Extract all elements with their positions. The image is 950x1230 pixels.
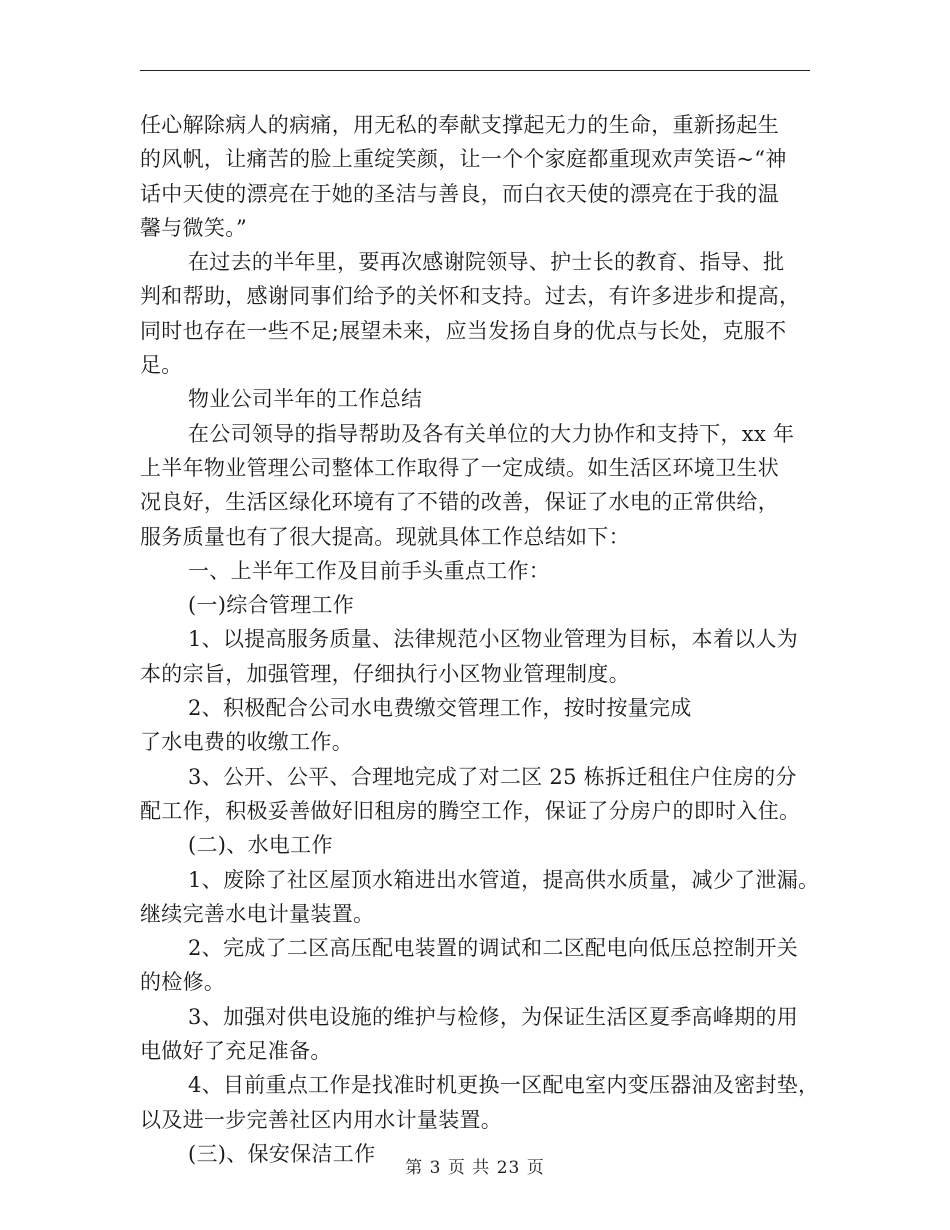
text-line: (三)、保安保洁工作 [188, 1141, 376, 1166]
text-line: 4、目前重点工作是找准时机更换一区配电室内变压器油及密封垫， [188, 1073, 820, 1098]
header-rule [140, 70, 810, 71]
text-line: 判和帮助，感谢同事们给予的关怀和支持。过去，有许多进步和提高， [140, 284, 801, 309]
text-line: 一、上半年工作及目前手头重点工作： [188, 558, 551, 583]
text-line: 1、以提高服务质量、法律规范小区物业管理为目标，本着以人为 [188, 627, 799, 652]
document-body [140, 108, 830, 1171]
text-line: 话中天使的漂亮在于她的圣洁与善良，而白衣天使的漂亮在于我的温 [140, 181, 779, 206]
text-line: 3、加强对供电设施的维护与检修，为保证生活区夏季高峰期的用 [188, 1004, 799, 1029]
text-line: 本的宗旨，加强管理，仔细执行小区物业管理制度。 [140, 661, 630, 686]
text-line: (二)、水电工作 [188, 833, 333, 858]
text-line: 3、公开、公平、合理地完成了对二区 25 栋拆迁租住户住房的分 [188, 764, 797, 789]
text-line: 2、完成了二区高压配电装置的调试和二区配电向低压总控制开关 [188, 936, 799, 961]
text-line: 同时也存在一些不足;展望未来，应当发扬自身的优点与长处，克服不 [140, 318, 787, 343]
text-line: 的风帆，让痛苦的脸上重绽笑颜，让一个个家庭都重现欢声笑语~“神 [140, 147, 787, 172]
text-line: 足。 [140, 353, 183, 378]
text-line: 馨与微笑。” [140, 215, 248, 240]
text-line: 了水电费的收缴工作。 [140, 730, 353, 755]
page-number-footer: 第 3 页 共 23 页 [405, 1158, 545, 1178]
text-line: 继续完善水电计量装置。 [140, 901, 375, 926]
text-line: 1、废除了社区屋顶水箱进出水管道，提高供水质量，减少了泄漏。 [188, 867, 820, 892]
text-line: 配工作，积极妥善做好旧租房的腾空工作，保证了分房户的即时入住。 [140, 798, 801, 823]
text-line: (一)综合管理工作 [188, 593, 355, 618]
text-line: 电做好了充足准备。 [140, 1039, 332, 1064]
text-line: 服务质量也有了很大提高。现就具体工作总结如下： [140, 524, 630, 549]
text-line: 2、积极配合公司水电费缴交管理工作，按时按量完成 [188, 696, 692, 721]
text-line: 的检修。 [140, 970, 226, 995]
text-line: 在过去的半年里，要再次感谢院领导、护士长的教育、指导、批 [188, 250, 785, 275]
text-line: 上半年物业管理公司整体工作取得了一定成绩。如生活区环境卫生状 [140, 455, 779, 480]
text-line: 物业公司半年的工作总结 [188, 387, 423, 412]
text-line: 况良好，生活区绿化环境有了不错的改善，保证了水电的正常供给， [140, 490, 779, 515]
text-line: 任心解除病人的病痛，用无私的奉献支撑起无力的生命，重新扬起生 [140, 113, 779, 137]
text-line: 在公司领导的指导帮助及各有关单位的大力协作和支持下，xx 年 [188, 421, 795, 446]
text-line: 以及进一步完善社区内用水计量装置。 [140, 1107, 503, 1132]
